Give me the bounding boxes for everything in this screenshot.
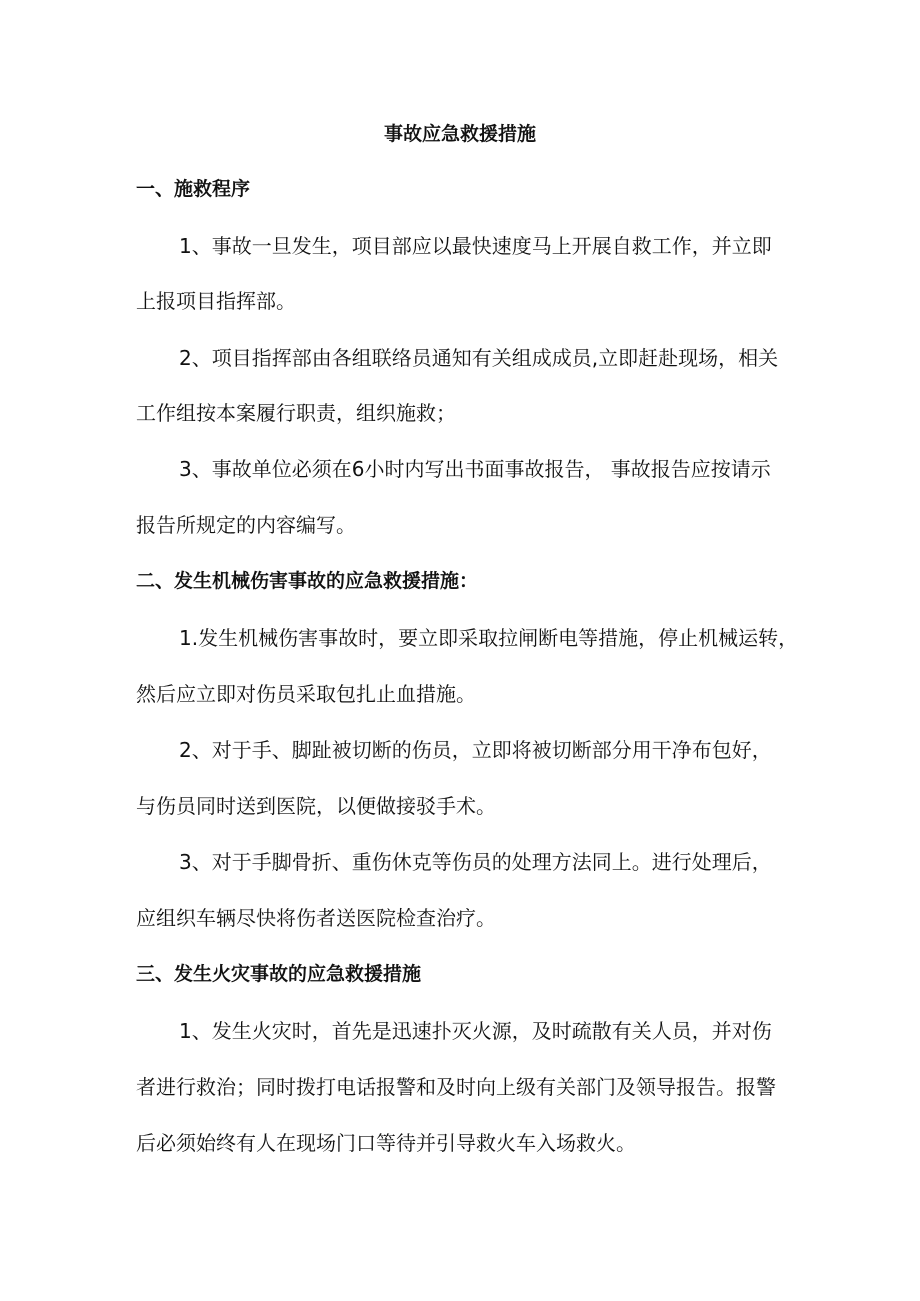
section-heading-3: 三、发生火灾事故的应急救援措施	[136, 963, 422, 985]
paragraph-line: 工作组按本案履行职责，组织施救；	[136, 401, 456, 425]
paragraph-line: 1.发生机械伤害事故时，要立即采取拉闸断电等措施，停止机械运转，	[179, 626, 799, 650]
paragraph-line: 后必须始终有人在现场门口等待并引导救火车入场救火。	[136, 1131, 636, 1155]
paragraph-line: 者进行救治；同时拨打电话报警和及时向上级有关部门及领导报告。报警	[136, 1075, 776, 1099]
paragraph-line: 报告所规定的内容编写。	[136, 513, 356, 537]
document-title: 事故应急救援措施	[383, 123, 536, 145]
paragraph-line: 1、事故一旦发生，项目部应以最快速度马上开展自救工作，并立即	[179, 234, 772, 258]
paragraph-line: 2、对于手、脚趾被切断的伤员，立即将被切断部分用干净布包好，	[179, 738, 772, 762]
paragraph-line: 2、项目指挥部由各组联络员通知有关组成成员,立即赶赴现场，相关	[179, 346, 779, 370]
section-heading-1: 一、施救程序	[136, 178, 251, 200]
paragraph-line: 上报项目指挥部。	[136, 289, 296, 313]
paragraph-line: 3、对于手脚骨折、重伤休克等伤员的处理方法同上。进行处理后，	[179, 850, 772, 874]
paragraph-line: 1、发生火灾时，首先是迅速扑灭火源，及时疏散有关人员，并对伤	[179, 1019, 772, 1043]
paragraph-line: 应组织车辆尽快将伤者送医院检查治疗。	[136, 906, 496, 930]
paragraph-line: 与伤员同时送到医院，以便做接驳手术。	[136, 794, 496, 818]
paragraph-line: 3、事故单位必须在6小时内写出书面事故报告， 事故报告应按请示	[179, 457, 771, 481]
section-heading-2: 二、发生机械伤害事故的应急救援措施：	[136, 570, 479, 592]
paragraph-line: 然后应立即对伤员采取包扎止血措施。	[136, 682, 476, 706]
